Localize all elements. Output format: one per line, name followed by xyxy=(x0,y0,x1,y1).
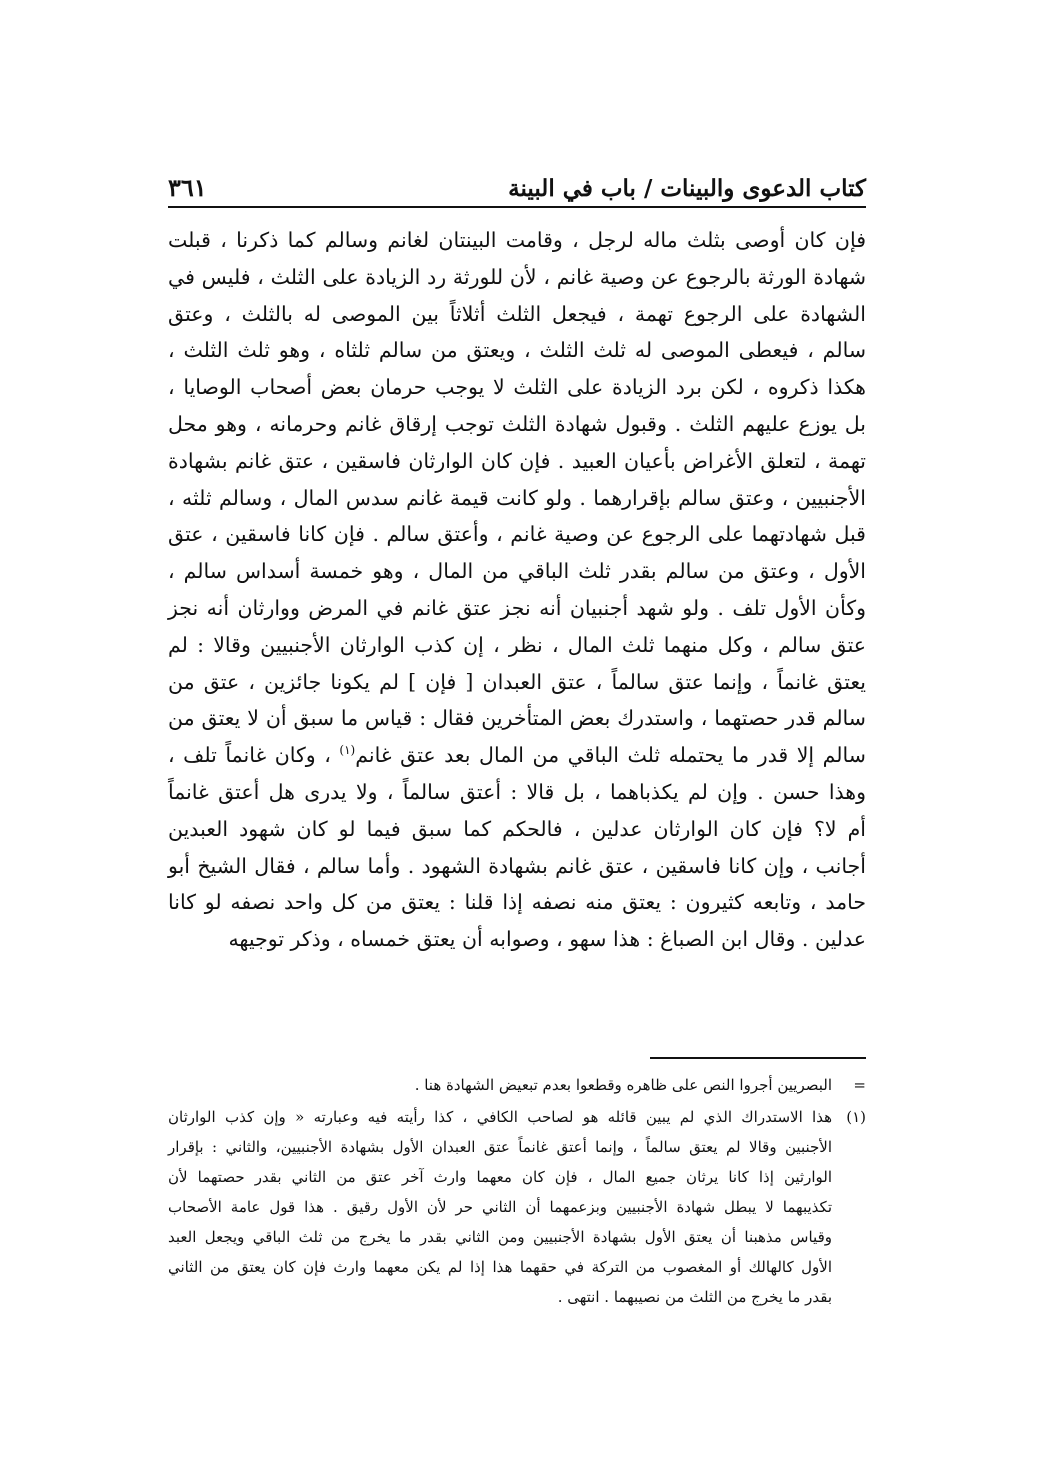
footnote-divider xyxy=(650,1057,866,1059)
text-line: عتق سالم ، وكل منهما ثلث المال ، نظر ، إن كذب الوارثان الأجنبيين وقالا : لم xyxy=(168,632,866,657)
text-line: سالم ، فيعطى الموصى له ثلث الثلث ، ويعتق من سالم ثلثاه ، وهو ثلث الثلث ، xyxy=(168,338,866,363)
text-line: قبل شهادتهما على الرجوع عن وصية غانم ، وأعتق سالم . فإن كانا فاسقين ، عتق xyxy=(168,522,866,547)
footnote-mark: = xyxy=(853,1076,866,1094)
text-line: أجانب ، وإن كانا فاسقين ، عتق غانم بشهادة الشهود . وأما سالم ، فقال الشيخ أبو xyxy=(168,853,866,878)
text-line: وهذا حسن . وإن لم يكذباهما ، بل قالا : أعتق سالماً ، ولا يدرى هل أعتق غانماً xyxy=(168,779,866,804)
text-line: أم لا؟ فإن كان الوارثان عدلين ، فالحكم كما سبق فيما لو كان شهود العبدين xyxy=(168,816,866,841)
footnote-line: الوارثين إذا كانا يرثان جميع المال ، فإن كان معهما وارث آخر عتق من الثاني بقدر حصتهما لأن xyxy=(168,1168,832,1186)
text-line: هكذا ذكروه ، لكن برد الزيادة على الثلث لا يوجب حرمان بعض أصحاب الوصايا ، xyxy=(168,375,866,400)
footnote-line: وقياس مذهبنا أن يعتق الأول بشهادة الأجنبيين ومن الثاني بقدر ما يخرج من ثلث الباقي ويجعل العبد xyxy=(168,1228,832,1246)
text-line: الأول ، وعتق من سالم بقدر ثلث الباقي من المال ، وهو خمسة أسداس سالم ، xyxy=(168,559,866,584)
main-text xyxy=(168,222,866,958)
running-header xyxy=(168,158,866,202)
text-line: تهمة ، لتعلق الأغراض بأعيان العبيد . فإن كان الوارثان فاسقين ، عتق غانم بشهادة xyxy=(168,448,866,473)
text-line: سالم قدر حصتهما ، واستدرك بعض المتأخرين فقال : قياس ما سبق أن لا يعتق من xyxy=(168,706,866,731)
footnote-line: بقدر ما يخرج من الثلث من نصيبهما . انتهى . xyxy=(557,1288,832,1306)
footnote-reference[interactable]: (١) xyxy=(339,743,356,758)
footnotes xyxy=(168,1070,866,1314)
text-line: وكأن الأول تلف . ولو شهد أجنبيان أنه نجز عتق غانم في المرض ووارثان أنه نجز xyxy=(168,595,866,620)
text-line: يعتق غانماً ، وإنما عتق سالماً ، عتق العبدان [ فإن ] لم يكونا جائزين ، عتق من xyxy=(168,669,866,694)
footnote-line: الأجنبين وقالا لم يعتق سالماً ، وإنما أعتق غانماً عتق العبدان الأول بشهادة الأجنبيين، والثاني : بإقرار xyxy=(168,1138,832,1156)
text-line-with-footnote-ref xyxy=(168,737,866,774)
footnote-line: الأول كالهالك أو المغصوب من التركة في حقهما هذا إذا لم يكن معهما وارث فإن كان يعتق من الثاني xyxy=(168,1258,832,1276)
footnote-line: تكذيبهما لا يبطل شهادة الأجنبيين وبزعمهما أن الثاني حر لأن الأول رقيق . هذا قول عامة الأصحاب xyxy=(168,1198,832,1216)
footnote-continuation xyxy=(168,1070,866,1100)
text-line-head: سالم إلا قدر ما يحتمله ثلث الباقي من المال بعد عتق غانم xyxy=(355,743,866,768)
footnote-mark: (١) xyxy=(846,1108,866,1126)
chapter-title: كتاب الدعوى والبينات / باب في البينة xyxy=(508,175,866,202)
text-line: شهادة الورثة بالرجوع عن وصية غانم ، لأن للورثة رد الزيادة على الثلث ، فليس في xyxy=(168,264,866,289)
footnote-line: البصريين أجروا النص على ظاهره وقطعوا بعدم تبعيض الشهادة هنا . xyxy=(414,1076,832,1094)
text-line: فإن كان أوصى بثلث ماله لرجل ، وقامت البينتان لغانم وسالم كما ذكرنا ، قبلت xyxy=(168,228,866,252)
text-line: الشهادة على الرجوع تهمة ، فيجعل الثلث أثلاثاً بين الموصى له بالثلث ، وعتق xyxy=(168,301,866,326)
text-line: حامد ، وتابعه كثيرون : يعتق منه نصفه إذا قلنا : يعتق من كل واحد نصفه لو كانا xyxy=(168,890,866,915)
text-line: عدلين . وقال ابن الصباغ : هذا سهو ، وصوابه أن يعتق خمساه ، وذكر توجيهه xyxy=(228,927,866,952)
footnote-line: هذا الاستدراك الذي لم يبين قائله هو لصاحب الكافي ، كذا رأيته فيه وعبارته « وإن كذب الوارثان xyxy=(168,1108,832,1126)
text-line: الأجنبيين ، وعتق سالم بإقرارهما . ولو كانت قيمة غانم سدس المال ، وسالم ثلثه ، xyxy=(168,485,866,510)
text-line: بل يوزع عليهم الثلث . وقبول شهادة الثلث توجب إرقاق غانم وحرمانه ، وهو محل xyxy=(168,411,866,436)
page-number: ٣٦١ xyxy=(168,173,207,202)
text-line-tail: ، وكان غانماً تلف ، xyxy=(168,743,331,768)
header-divider xyxy=(168,206,866,208)
footnote-1 xyxy=(168,1102,866,1312)
